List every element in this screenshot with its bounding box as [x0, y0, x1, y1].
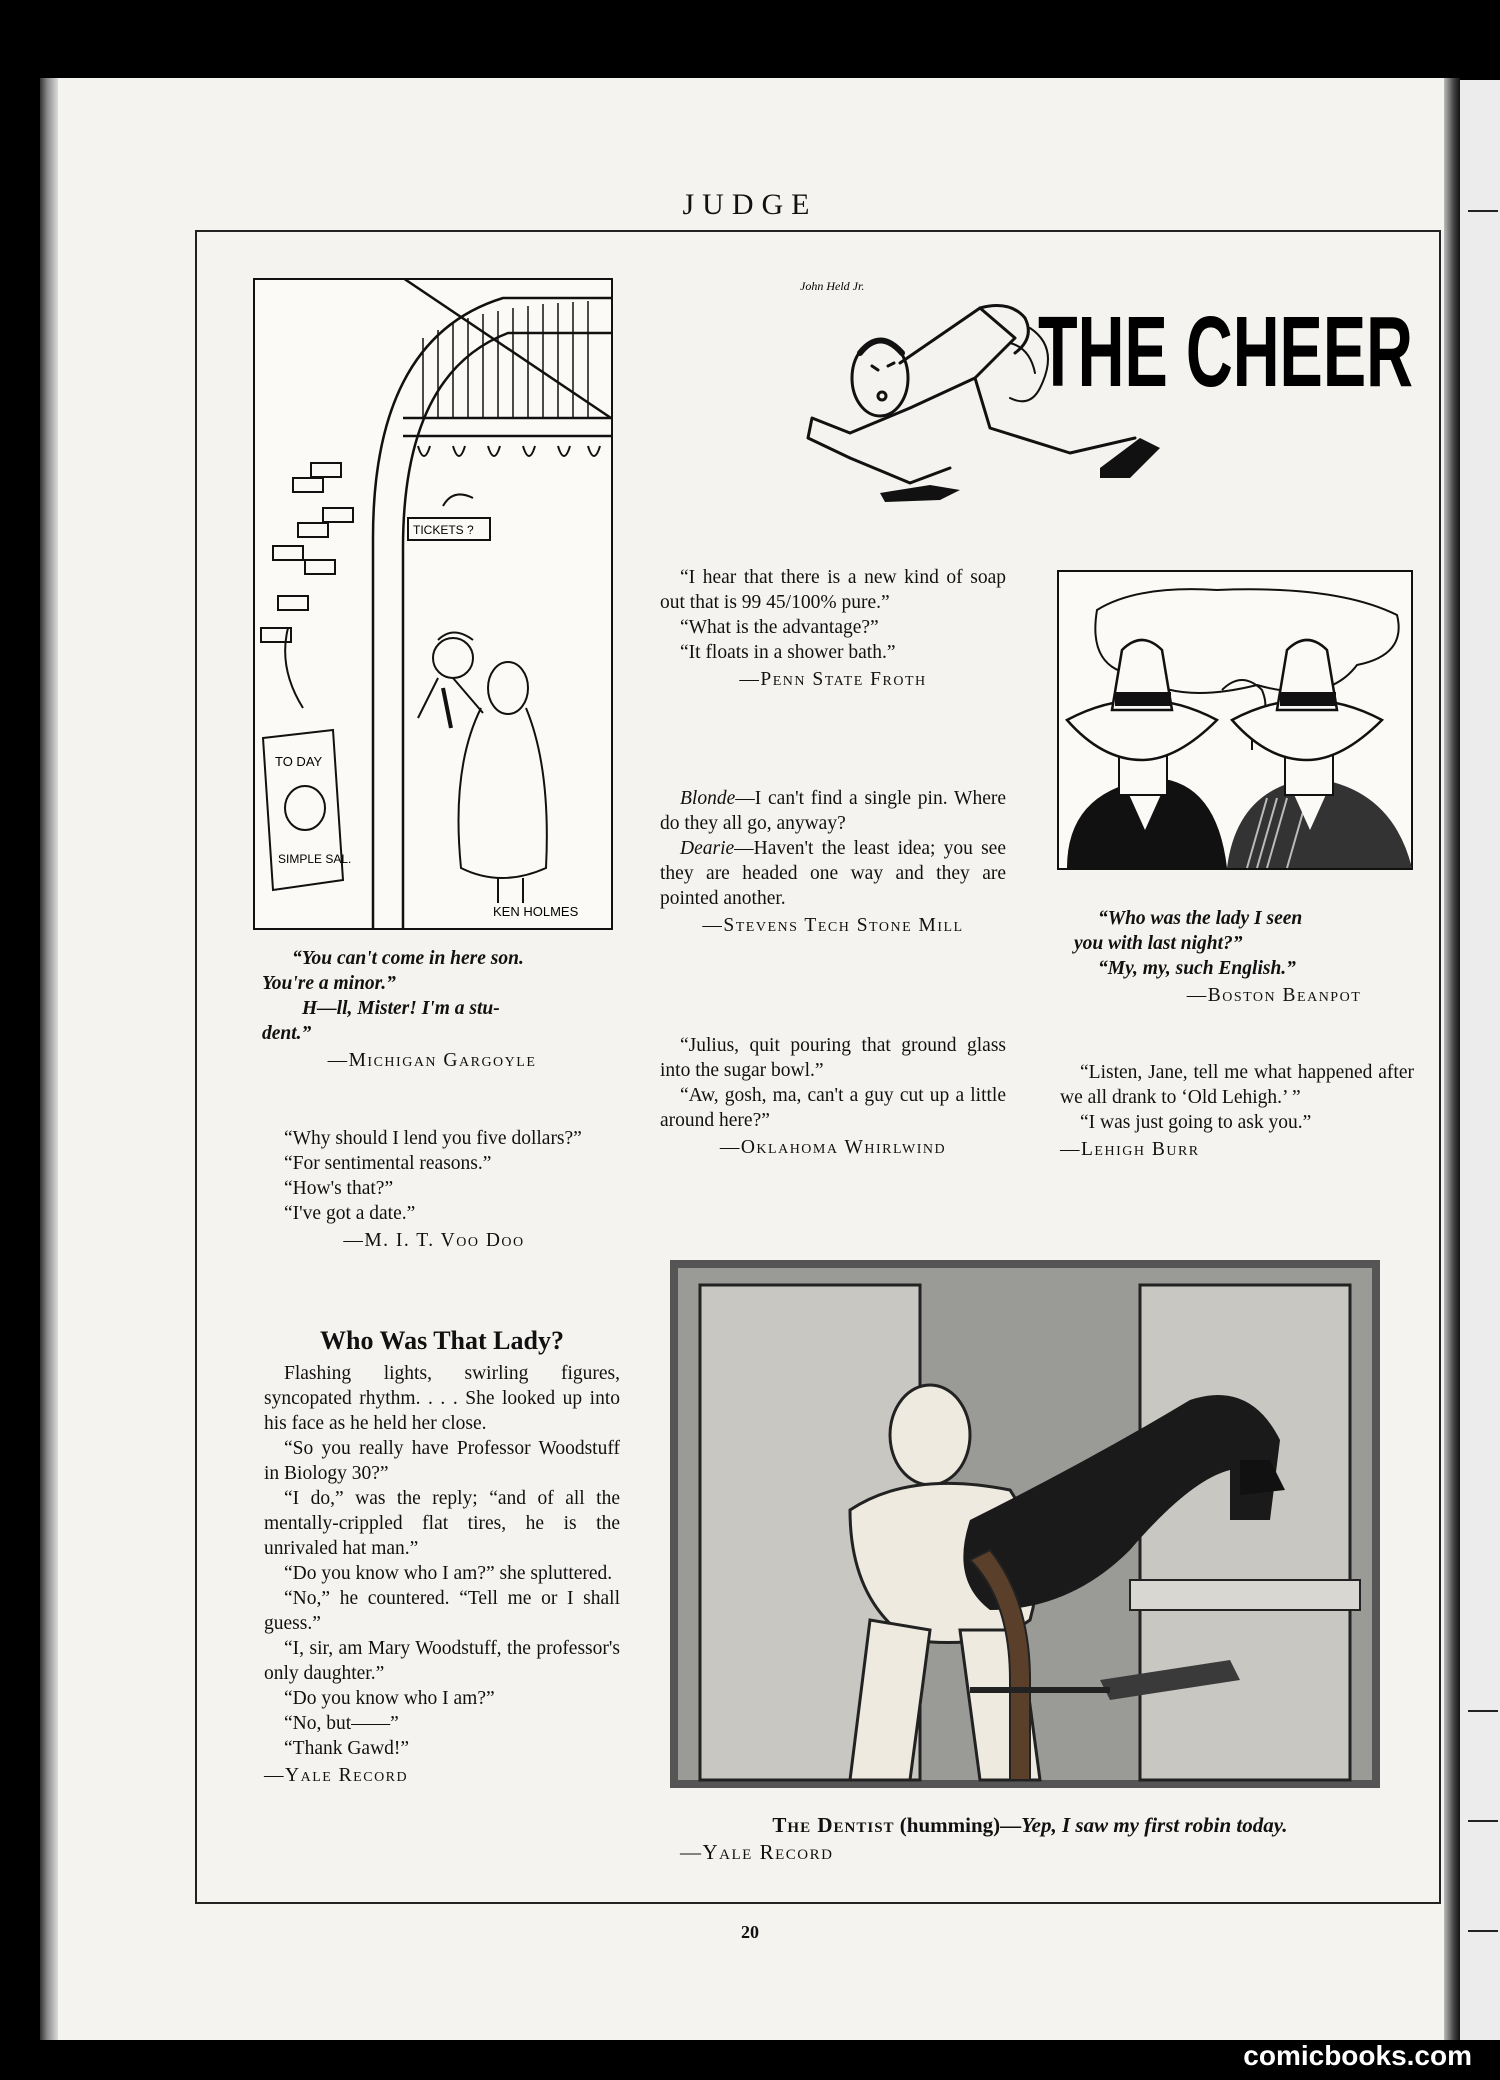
oklahoma-whirlwind-joke: [660, 1033, 1006, 1160]
credit: —Oklahoma Whirlwind: [719, 1137, 947, 1158]
dentist-cartoon: [670, 1260, 1380, 1788]
ken-holmes-cartoon: [253, 278, 613, 930]
page-binding-shadow: [40, 78, 58, 2040]
credit: —Penn State Froth: [739, 669, 927, 690]
joke-line: “I've got a date.”: [284, 1203, 416, 1224]
voo-doo-joke: [264, 1126, 604, 1253]
joke-line: “I hear that there is a new kind of soap out that is 99 45/100% pure.”: [660, 567, 1006, 613]
today-sign: TO DAY: [275, 754, 323, 769]
masthead: JUDGE: [682, 188, 818, 221]
credit: —Boston Beanpot: [1186, 985, 1362, 1006]
caption-line: you with last night?”: [1074, 933, 1243, 954]
michigan-gargoyle-joke: [262, 946, 602, 1073]
credit: —Stevens Tech Stone Mill: [702, 915, 964, 936]
the-cheer-header-art: [790, 268, 1430, 518]
speaker: Dearie: [680, 838, 735, 859]
ken-holmes-signature: KEN HOLMES: [493, 904, 579, 919]
credit: —Yale Record: [680, 1840, 834, 1864]
two-hats-cartoon: [1057, 570, 1413, 870]
adjacent-page-strip: [1460, 80, 1500, 2040]
joke-line: “Julius, quit pouring that ground glass into the sugar bowl.”: [660, 1035, 1006, 1081]
watermark: comicbooks.com: [1243, 2040, 1472, 2071]
joke-line: —Haven't the least idea; you see they are headed one way and they are pointed another.: [660, 838, 1006, 909]
boston-beanpot-joke: [1074, 906, 1404, 1008]
joke-line: “What is the advantage?”: [680, 617, 879, 638]
joke-line: “How's that?”: [284, 1178, 394, 1199]
caption-line: H—ll, Mister! I'm a stu-: [302, 998, 500, 1019]
joke-line: “For sentimental reasons.”: [284, 1153, 492, 1174]
speaker: The Dentist: [772, 1813, 895, 1837]
joke-line: “I was just going to ask you.”: [1080, 1112, 1312, 1133]
story-paragraph: “No, but——”: [284, 1713, 399, 1734]
header-art-signature: John Held Jr.: [800, 279, 865, 293]
joke-line: “Listen, Jane, tell me what happened after we all drank to ‘Old Lehigh.’ ”: [1060, 1062, 1414, 1108]
lehigh-burr-joke: [1060, 1060, 1414, 1162]
story-paragraph: “I, sir, am Mary Woodstuff, the professor's only daughter.”: [264, 1638, 620, 1684]
credit: —M. I. T. Voo Doo: [343, 1230, 525, 1251]
story-paragraph: “Do you know who I am?”: [284, 1688, 495, 1709]
credit: —Yale Record: [264, 1765, 409, 1786]
dentist-caption: [680, 1813, 1380, 1865]
caption-line: “My, my, such English.”: [1098, 958, 1296, 979]
joke-line: “It floats in a shower bath.”: [680, 642, 896, 663]
the-cheer-title: THE CHEER: [1038, 296, 1413, 408]
stage-direction: (humming)—: [894, 1813, 1022, 1837]
joke-line: —I can't find a single pin. Where do they all go, anyway?: [660, 788, 1006, 834]
caption-line: dent.”: [262, 1023, 312, 1044]
caption-line: “Who was the lady I seen: [1098, 908, 1303, 929]
tickets-sign: TICKETS ?: [413, 523, 474, 537]
page-number: 20: [741, 1922, 759, 1942]
story-paragraph: “No,” he countered. “Tell me or I shall guess.”: [264, 1588, 620, 1634]
caption-line: Yep, I saw my first robin today.: [1021, 1813, 1288, 1837]
shoe-left-icon: [880, 485, 960, 502]
joke-line: “Why should I lend you five dollars?”: [284, 1128, 582, 1149]
caption-line: You're a minor.”: [262, 973, 396, 994]
penn-state-froth-joke: [660, 565, 1006, 692]
caption-line: “You can't come in here son.: [292, 948, 524, 969]
story-paragraph: “Thank Gawd!”: [284, 1738, 410, 1759]
story-paragraph: “I do,” was the reply; “and of all the mentally-crippled flat tires, he is the unrivaled hat man.”: [264, 1488, 620, 1559]
page-edge-shadow: [1444, 78, 1460, 2040]
credit: —Lehigh Burr: [1060, 1139, 1200, 1160]
story-paragraph: “Do you know who I am?” she spluttered.: [284, 1563, 613, 1584]
story-paragraph: Flashing lights, swirling figures, syncopated rhythm. . . . She looked up into his face as he held her close.: [264, 1363, 620, 1434]
credit: —Michigan Gargoyle: [327, 1050, 537, 1071]
speaker: Blonde: [680, 788, 736, 809]
story-headline: Who Was That Lady?: [320, 1326, 564, 1355]
joke-line: “Aw, gosh, ma, can't a guy cut up a little around here?”: [660, 1085, 1006, 1131]
story-paragraph: “So you really have Professor Woodstuff in Biology 30?”: [264, 1438, 620, 1484]
who-was-that-lady-story: [264, 1328, 620, 1788]
stevens-tech-joke: [660, 786, 1006, 938]
simple-sal-sign: SIMPLE SAL.: [278, 852, 352, 866]
